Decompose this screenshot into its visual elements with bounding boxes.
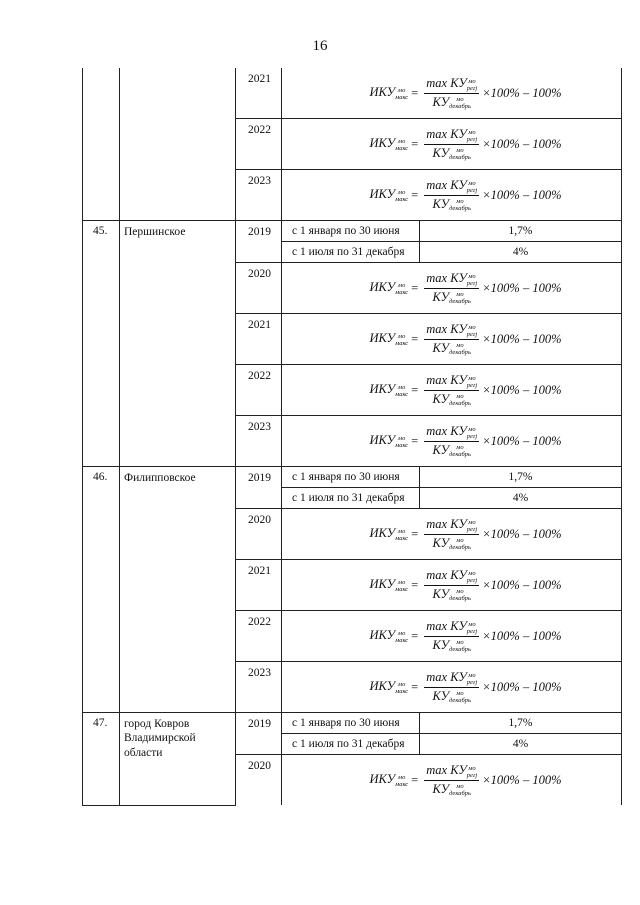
year-cell: 2022: [236, 119, 282, 170]
formula-cell: [282, 68, 622, 119]
index-formula: [370, 568, 562, 601]
formula-equals: =: [411, 526, 419, 541]
index-formula: [370, 271, 562, 304]
formula-tail: ×100% – 100%: [482, 382, 562, 397]
formula-equals: =: [411, 433, 419, 448]
formula-cell: [282, 611, 622, 662]
formula-numerator: max КУ мо регj: [426, 127, 478, 143]
formula-denominator: КУ мо декабрь: [432, 289, 471, 305]
formula-fraction: [424, 517, 479, 550]
formula-lhs: ИКУ мо макс: [369, 280, 409, 296]
formula-equals: =: [411, 772, 419, 787]
formula-lhs: ИКУ мо макс: [369, 85, 409, 101]
formula-denominator: КУ мо декабрь: [432, 688, 471, 704]
formula-denominator: КУ мо декабрь: [432, 196, 471, 212]
municipality-name: Филипповское: [120, 467, 236, 713]
period-cell: с 1 января по 30 июня: [282, 713, 420, 734]
formula-equals: =: [411, 331, 419, 346]
formula-cell: [282, 416, 622, 467]
period-cell: с 1 января по 30 июня: [282, 467, 420, 488]
index-formula: [370, 424, 562, 457]
formula-tail: ×100% – 100%: [482, 772, 562, 787]
formula-equals: =: [411, 136, 419, 151]
formula-lhs: ИКУ мо макс: [369, 628, 409, 644]
formula-numerator: max КУ мо регj: [426, 424, 478, 440]
row-number: 46.: [83, 467, 120, 713]
formula-tail: ×100% – 100%: [482, 187, 562, 202]
index-formula: [370, 763, 562, 796]
year-cell: 2019: [236, 467, 282, 509]
formula-tail: ×100% – 100%: [482, 577, 562, 592]
formula-lhs: ИКУ мо макс: [369, 136, 409, 152]
year-cell: 2021: [236, 560, 282, 611]
index-formula: [370, 322, 562, 355]
formula-denominator: КУ мо декабрь: [432, 535, 471, 551]
formula-denominator: КУ мо декабрь: [432, 781, 471, 797]
index-formula: [370, 619, 562, 652]
formula-fraction: [424, 178, 479, 211]
formula-numerator: max КУ мо регj: [426, 76, 478, 92]
number-cell: [83, 68, 120, 221]
value-cell: 4%: [420, 488, 622, 509]
value-cell: 1,7%: [420, 221, 622, 242]
tariff-index-table: [82, 68, 622, 806]
formula-cell: [282, 263, 622, 314]
formula-numerator: max КУ мо регj: [426, 271, 478, 287]
formula-fraction: [424, 424, 479, 457]
year-cell: 2022: [236, 611, 282, 662]
formula-denominator: КУ мо декабрь: [432, 94, 471, 110]
formula-equals: =: [411, 280, 419, 295]
value-cell: 4%: [420, 242, 622, 263]
formula-fraction: [424, 763, 479, 796]
row-number: 45.: [83, 221, 120, 467]
formula-lhs: ИКУ мо макс: [369, 772, 409, 788]
formula-fraction: [424, 568, 479, 601]
value-cell: 4%: [420, 734, 622, 755]
table-row: [83, 68, 622, 119]
formula-fraction: [424, 271, 479, 304]
formula-tail: ×100% – 100%: [482, 280, 562, 295]
year-cell: 2023: [236, 662, 282, 713]
formula-tail: ×100% – 100%: [482, 628, 562, 643]
formula-fraction: [424, 670, 479, 703]
formula-numerator: max КУ мо регj: [426, 178, 478, 194]
formula-lhs: ИКУ мо макс: [369, 331, 409, 347]
formula-cell: [282, 314, 622, 365]
formula-cell: [282, 560, 622, 611]
index-formula: [370, 517, 562, 550]
formula-lhs: ИКУ мо макс: [369, 187, 409, 203]
year-cell: 2023: [236, 416, 282, 467]
formula-numerator: max КУ мо регj: [426, 763, 478, 779]
year-cell: 2019: [236, 713, 282, 755]
row-number: 47.: [83, 713, 120, 806]
formula-tail: ×100% – 100%: [482, 136, 562, 151]
index-formula: [370, 127, 562, 160]
formula-tail: ×100% – 100%: [482, 85, 562, 100]
index-formula: [370, 178, 562, 211]
year-cell: 2023: [236, 170, 282, 221]
formula-equals: =: [411, 85, 419, 100]
period-cell: с 1 июля по 31 декабря: [282, 242, 420, 263]
table-row: [83, 221, 622, 242]
formula-numerator: max КУ мо регj: [426, 619, 478, 635]
formula-numerator: max КУ мо регj: [426, 568, 478, 584]
formula-lhs: ИКУ мо макс: [369, 577, 409, 593]
formula-equals: =: [411, 628, 419, 643]
formula-denominator: КУ мо декабрь: [432, 391, 471, 407]
formula-numerator: max КУ мо регj: [426, 670, 478, 686]
year-cell: 2020: [236, 509, 282, 560]
formula-equals: =: [411, 382, 419, 397]
year-cell: 2020: [236, 263, 282, 314]
formula-denominator: КУ мо декабрь: [432, 340, 471, 356]
table-row: [83, 467, 622, 488]
formula-tail: ×100% – 100%: [482, 331, 562, 346]
formula-equals: =: [411, 187, 419, 202]
formula-denominator: КУ мо декабрь: [432, 586, 471, 602]
municipality-name: Першинское: [120, 221, 236, 467]
value-cell: 1,7%: [420, 713, 622, 734]
formula-lhs: ИКУ мо макс: [369, 382, 409, 398]
formula-denominator: КУ мо декабрь: [432, 145, 471, 161]
formula-tail: ×100% – 100%: [482, 433, 562, 448]
formula-lhs: ИКУ мо макс: [369, 679, 409, 695]
page-number: 16: [312, 38, 328, 54]
period-cell: с 1 июля по 31 декабря: [282, 488, 420, 509]
formula-numerator: max КУ мо регj: [426, 517, 478, 533]
formula-denominator: КУ мо декабрь: [432, 442, 471, 458]
formula-tail: ×100% – 100%: [482, 526, 562, 541]
formula-cell: [282, 755, 622, 806]
formula-numerator: max КУ мо регj: [426, 322, 478, 338]
formula-fraction: [424, 322, 479, 355]
formula-cell: [282, 170, 622, 221]
formula-denominator: КУ мо декабрь: [432, 637, 471, 653]
formula-fraction: [424, 127, 479, 160]
formula-equals: =: [411, 679, 419, 694]
municipality-name: город Ковров Владимирской области: [120, 713, 236, 806]
formula-equals: =: [411, 577, 419, 592]
period-cell: с 1 января по 30 июня: [282, 221, 420, 242]
year-cell: 2019: [236, 221, 282, 263]
formula-fraction: [424, 619, 479, 652]
formula-lhs: ИКУ мо макс: [369, 433, 409, 449]
period-cell: с 1 июля по 31 декабря: [282, 734, 420, 755]
value-cell: 1,7%: [420, 467, 622, 488]
table-row: [83, 713, 622, 734]
year-cell: 2021: [236, 314, 282, 365]
formula-cell: [282, 662, 622, 713]
index-formula: [370, 76, 562, 109]
year-cell: 2020: [236, 755, 282, 806]
formula-cell: [282, 509, 622, 560]
formula-cell: [282, 365, 622, 416]
index-formula: [370, 670, 562, 703]
name-cell: [120, 68, 236, 221]
index-formula: [370, 373, 562, 406]
formula-numerator: max КУ мо регj: [426, 373, 478, 389]
formula-cell: [282, 119, 622, 170]
formula-tail: ×100% – 100%: [482, 679, 562, 694]
year-cell: 2022: [236, 365, 282, 416]
formula-fraction: [424, 373, 479, 406]
formula-lhs: ИКУ мо макс: [369, 526, 409, 542]
formula-fraction: [424, 76, 479, 109]
year-cell: 2021: [236, 68, 282, 119]
